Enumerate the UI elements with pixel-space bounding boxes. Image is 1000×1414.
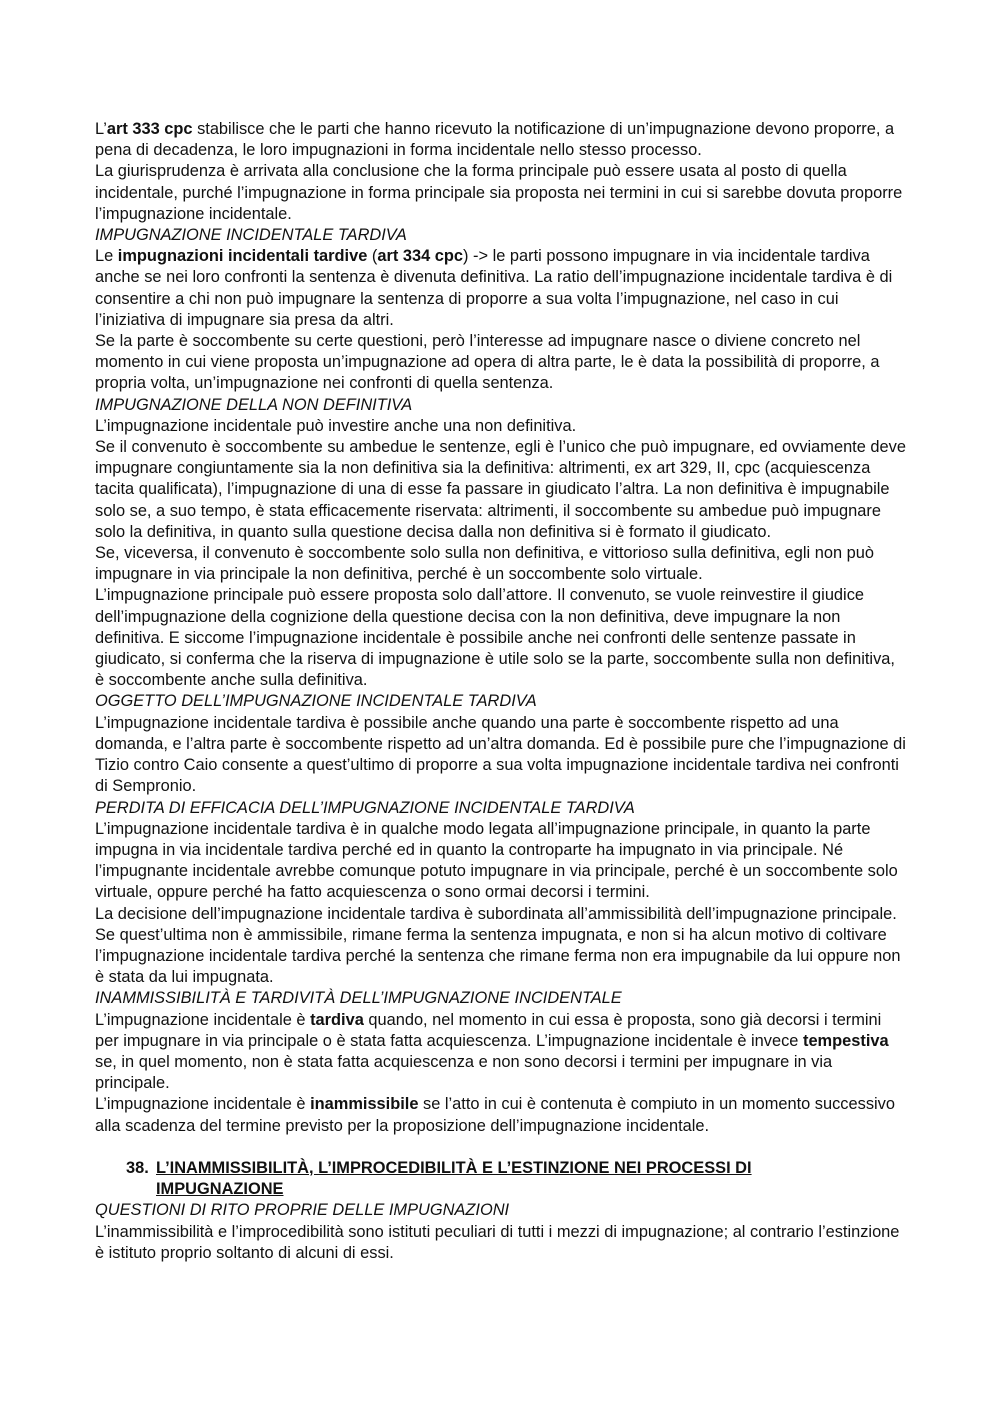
- heading-inammissibilita-tardivita: INAMMISSIBILITÀ E TARDIVITÀ DELL’IMPUGNAZIONE INCIDENTALE: [95, 989, 622, 1008]
- blank-line: [95, 1137, 907, 1158]
- heading-questioni-di-rito: QUESTIONI DI RITO PROPRIE DELLE IMPUGNAZIONI: [95, 1201, 510, 1220]
- bold-art-334: art 334 cpc: [377, 247, 464, 266]
- bold-inammissibile: inammissibile: [310, 1095, 419, 1114]
- section-number: 38.: [126, 1158, 149, 1177]
- paragraph-impugnazione-principale-attore: L’impugnazione principale può essere proposta solo dall’attore. Il convenuto, se vuole reinvestire il giudice dell’impugnazione della cognizione della questione decisa con la non definitiva, deve impugnare la non definitiva. E siccome l’impugnazione incidentale è possibile anche nei confronti delle sentenze passate in giudicato, si conferma che la riserva di impugnazione è utile solo se la parte, soccombente sulla non definitiva, è soccombente anche sulla definitiva.: [95, 586, 895, 690]
- paragraph-decisione-subordinata: La decisione dell’impugnazione incidentale tardiva è subordinata all’ammissibilità dell’impugnazione principale. Se quest’ultima non è ammissibile, rimane ferma la sentenza impugnata, e non si ha alcun motivo di coltivare l’impugnazione incidentale tardiva perché la sentenza che rimane ferma non era impugnabile da lui oppure non è stata da lui impugnata.: [95, 904, 901, 987]
- section-title: L’INAMMISSIBILITÀ, L’IMPROCEDIBILITÀ E L’ESTINZIONE NEI PROCESSI DI IMPUGNAZIONE: [156, 1158, 752, 1199]
- paragraph-art-334: Le impugnazioni incidentali tardive (art 334 cpc) -> le parti possono impugnare in via incidentale tardiva anche se nei loro confronti la sentenza è divenuta definitiva. La ratio dell’impugnazione incidentale tardiva è di consentire a chi non può impugnare la sentenza di proporre a sua volta l’impugnazione, nel caso in cui l’iniziativa di impugnare sia presa da altri.: [95, 247, 893, 329]
- bold-art-333: art 333 cpc: [106, 120, 193, 138]
- paragraph-oggetto: L’impugnazione incidentale tardiva è possibile anche quando una parte è soccombente rispetto ad una domanda, e l’altra parte è soccombente rispetto ad un’altra domanda. Ed è possibile pure che l’impugnazione di Tizio contro Caio consente a quest’ultimo di proporre a sua volta impugnazione incidentale tardiva nei confronti di Sempronio.: [95, 713, 906, 796]
- heading-oggetto-impugnazione: OGGETTO DELL’IMPUGNAZIONE INCIDENTALE TARDIVA: [95, 692, 537, 711]
- bold-tardiva: tardiva: [310, 1010, 364, 1029]
- paragraph-inammissibilita-improcedibilita: L’inammissibilità e l’improcedibilità sono istituti peculiari di tutti i mezzi di impugnazione; al contrario l’estinzione è istituto proprio soltanto di alcuni di essi.: [95, 1222, 900, 1262]
- paragraph-legata-principale: L’impugnazione incidentale tardiva è in qualche modo legata all’impugnazione principale, in quanto la parte impugna in via incidentale tardiva perché ed in quanto la controparte ha impugnato in via principale. Né l’impugnante incidentale avrebbe comunque potuto impugnare in via principale, perché è un soccombente solo virtuale, oppure perché ha fatto acquiescenza o sono ormai decorsi i termini.: [95, 819, 898, 902]
- document-page: [95, 119, 907, 1264]
- paragraph-convenuto-viceversa: Se, viceversa, il convenuto è soccombente solo sulla non definitiva, e vittorioso sulla definitiva, egli non può impugnare in via principale la non definitiva, perché è un soccombente solo virtuale.: [95, 544, 875, 584]
- paragraph-inammissibile: L’impugnazione incidentale è inammissibile se l’atto in cui è contenuta è compiuto in un momento successivo alla scadenza del termine previsto per la proposizione dell’impugnazione incidentale.: [95, 1095, 895, 1135]
- paragraph-tardiva-tempestiva: L’impugnazione incidentale è tardiva quando, nel momento in cui essa è proposta, sono già decorsi i termini per impugnare in via principale o è stata fatta acquiescenza. L’impugnazione incidentale è invece tempestiva se, in quel momento, non è stata fatta acquiescenza e non sono decorsi i termini per impugnare in via principale.: [95, 1010, 889, 1093]
- heading-impugnazione-non-definitiva: IMPUGNAZIONE DELLA NON DEFINITIVA: [95, 395, 413, 414]
- paragraph-investire-non-definitiva: L’impugnazione incidentale può investire anche una non definitiva.: [95, 416, 577, 435]
- heading-impugnazione-incidentale-tardiva: IMPUGNAZIONE INCIDENTALE TARDIVA: [95, 226, 407, 245]
- paragraph-parte-soccombente: Se la parte è soccombente su certe questioni, però l’interesse ad impugnare nasce o diviene concreto nel momento in cui viene proposta un’impugnazione ad opera di altra parte, le è data la possibilità di proporre, a propria volta, un’impugnazione nei confronti di quella sentenza.: [95, 332, 880, 393]
- bold-impugnazioni-incidentali-tardive: impugnazioni incidentali tardive: [117, 247, 368, 266]
- section-heading-38: [95, 1158, 907, 1200]
- paragraph-convenuto-ambedue: Se il convenuto è soccombente su ambedue le sentenze, egli è l’unico che può impugnare, ed ovviamente deve impugnare congiuntamente sia la non definitiva sia la definitiva: altrimenti, ex art 329, II, cpc (acquiescenza tacita qualificata), l’impugnazione di una di esse fa passare in giudicato l’altra. La non definitiva è impugnabile solo se, a suo tempo, è stata efficacemente riservata: altrimenti, il soccombente su ambedue può impugnare solo la definitiva, in quanto sulla questione decisa dalla non definitiva si è formato il giudicato.: [95, 438, 906, 541]
- paragraph-giurisprudenza: La giurisprudenza è arrivata alla conclusione che la forma principale può essere usata al posto di quella incidentale, purché l’impugnazione in forma principale sia proposta nei termini in cui si sarebbe dovuta proporre l’impugnazione incidentale.: [95, 162, 903, 223]
- paragraph-art-333: L’art 333 cpc stabilisce che le parti che hanno ricevuto la notificazione di un’impugnazione devono proporre, a pena di decadenza, le loro impugnazioni in forma incidentale nello stesso processo.: [95, 120, 895, 160]
- heading-perdita-efficacia: PERDITA DI EFFICACIA DELL’IMPUGNAZIONE INCIDENTALE TARDIVA: [95, 798, 635, 817]
- bold-tempestiva: tempestiva: [802, 1031, 889, 1050]
